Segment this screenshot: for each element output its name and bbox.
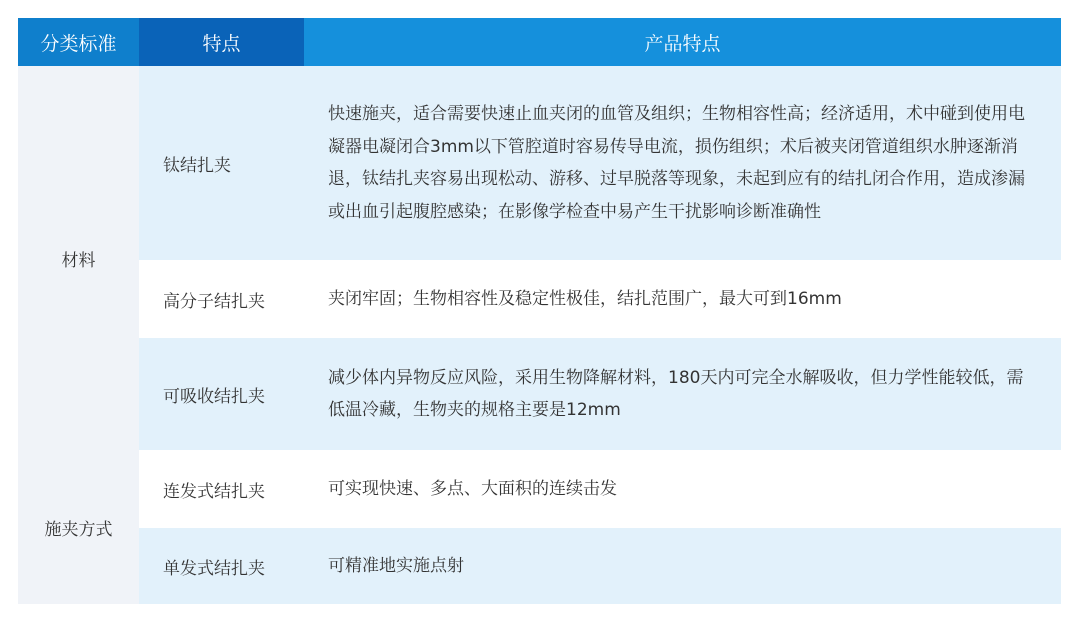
row-description: 可精准地实施点射: [328, 555, 464, 576]
row-feature: 单发式结扎夹: [163, 558, 265, 579]
header-category-standard: 分类标准: [18, 18, 139, 66]
row-description: 减少体内异物反应风险，采用生物降解材料，180天内可完全水解吸收，但力学性能较低，需低温冷藏，生物夹的规格主要是12mm: [328, 367, 1024, 420]
table-row: [139, 260, 1061, 338]
table-body: [18, 66, 1061, 604]
rows-column: [139, 66, 1061, 604]
row-feature: 钛结扎夹: [163, 155, 231, 176]
row-feature: 连发式结扎夹: [163, 481, 265, 502]
row-description: 快速施夹，适合需要快速止血夹闭的血管及组织；生物相容性高；经济适用，术中碰到使用电凝器电凝闭合3mm以下管腔道时容易传导电流，损伤组织；术后被夹闭管道组织水肿逐渐消退，钛结扎夹容易出现松动、游移、过早脱落等现象，未起到应有的结扎闭合作用，造成渗漏或出血引起腹腔感染；在影像学检查中易产生干扰影响诊断准确性: [328, 104, 1025, 222]
table-row: [139, 450, 1061, 528]
product-comparison-table: [18, 18, 1061, 604]
table-header: [18, 18, 1061, 66]
row-feature: 高分子结扎夹: [163, 291, 265, 312]
category-clip-method: 施夹方式: [44, 519, 113, 540]
header-feature: 特点: [139, 18, 304, 66]
row-description: 可实现快速、多点、大面积的连续击发: [328, 478, 617, 499]
row-feature: 可吸收结扎夹: [163, 386, 265, 407]
table-row: [139, 66, 1061, 260]
table-row: [139, 338, 1061, 450]
category-material: 材料: [61, 250, 96, 271]
header-product-features: 产品特点: [304, 18, 1061, 66]
row-description: 夹闭牢固；生物相容性及稳定性极佳，结扎范围广，最大可到16mm: [328, 288, 842, 309]
category-column: [18, 66, 139, 604]
table-row: [139, 528, 1061, 604]
